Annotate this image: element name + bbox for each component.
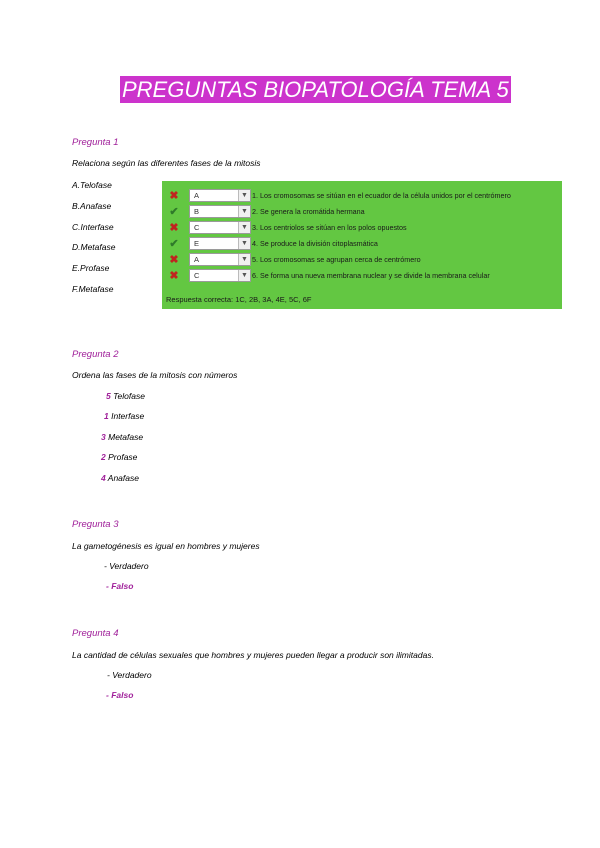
incorrect-mark-icon: ✖	[169, 222, 179, 234]
phase-label-d: D.Metafase	[72, 242, 116, 252]
matching-select[interactable]	[189, 205, 251, 218]
order-item	[101, 473, 139, 483]
matching-select[interactable]	[189, 237, 251, 250]
matching-row	[162, 189, 562, 203]
order-label: Telofase	[113, 391, 145, 401]
order-item	[101, 432, 143, 442]
order-number: 5	[106, 391, 111, 401]
select-value: C	[194, 223, 200, 232]
order-label: Profase	[108, 452, 138, 462]
select-value: B	[194, 207, 200, 216]
matching-statement: 6. Se forma una nueva membrana nuclear y se divide la membrana celular	[252, 271, 490, 280]
matching-row	[162, 237, 562, 251]
option-verdadero: - Verdadero	[104, 561, 149, 571]
matching-statement: 4. Se produce la división citoplasmática	[252, 239, 378, 248]
order-label: Metafase	[108, 432, 144, 442]
order-item	[104, 411, 144, 421]
dropdown-arrow-icon[interactable]: ▼	[238, 254, 250, 265]
matching-row	[162, 205, 562, 219]
correct-answer-text: Respuesta correcta: 1C, 2B, 3A, 4E, 5C, 6F	[166, 295, 312, 304]
select-value: A	[194, 255, 200, 264]
option-verdadero: - Verdadero	[107, 670, 152, 680]
dropdown-arrow-icon[interactable]: ▼	[238, 206, 250, 217]
question-4-text: La cantidad de células sexuales que hombres y mujeres pueden llegar a producir son ilimitadas.	[72, 650, 434, 660]
matching-statement: 1. Los cromosomas se sitúan en el ecuador de la célula unidos por el centrómero	[252, 191, 511, 200]
dropdown-arrow-icon[interactable]: ▼	[238, 238, 250, 249]
order-number: 2	[101, 452, 106, 462]
question-3-text: La gametogénesis es igual en hombres y mujeres	[72, 541, 260, 551]
dropdown-arrow-icon[interactable]: ▼	[238, 222, 250, 233]
correct-mark-icon: ✔	[169, 238, 179, 250]
matching-answer-panel	[162, 181, 562, 309]
question-2-heading: Pregunta 2	[72, 349, 119, 360]
matching-statement: 2. Se genera la cromátida hermana	[252, 207, 365, 216]
incorrect-mark-icon: ✖	[169, 190, 179, 202]
phase-label-b: B.Anafase	[72, 201, 112, 211]
select-value: C	[194, 271, 200, 280]
matching-select[interactable]	[189, 253, 251, 266]
page-title: PREGUNTAS BIOPATOLOGÍA TEMA 5	[122, 77, 509, 102]
order-item	[101, 452, 137, 462]
question-4-heading: Pregunta 4	[72, 628, 119, 639]
phase-label-c: C.Interfase	[72, 222, 114, 232]
option-falso-selected: - Falso	[106, 581, 134, 591]
matching-statement: 5. Los cromosomas se agrupan cerca de centrómero	[252, 255, 421, 264]
dropdown-arrow-icon[interactable]: ▼	[238, 270, 250, 281]
question-2-text: Ordena las fases de la mitosis con números	[72, 370, 238, 380]
matching-select[interactable]	[189, 189, 251, 202]
matching-statement: 3. Los centriolos se sitúan en los polos opuestos	[252, 223, 407, 232]
order-number: 1	[104, 411, 109, 421]
matching-row	[162, 269, 562, 283]
incorrect-mark-icon: ✖	[169, 270, 179, 282]
correct-mark-icon: ✔	[169, 206, 179, 218]
dropdown-arrow-icon[interactable]: ▼	[238, 190, 250, 201]
phase-label-f: F.Metafase	[72, 284, 114, 294]
incorrect-mark-icon: ✖	[169, 254, 179, 266]
order-label: Interfase	[111, 411, 145, 421]
matching-row	[162, 221, 562, 235]
order-item	[106, 391, 145, 401]
order-number: 3	[101, 432, 106, 442]
matching-row	[162, 253, 562, 267]
order-label: Anafase	[107, 473, 139, 483]
question-1-heading: Pregunta 1	[72, 137, 119, 148]
matching-select[interactable]	[189, 221, 251, 234]
phase-label-a: A.Telofase	[72, 180, 112, 190]
question-1-text: Relaciona según las diferentes fases de la mitosis	[72, 158, 261, 168]
phase-label-e: E.Profase	[72, 263, 110, 273]
select-value: A	[194, 191, 200, 200]
matching-select[interactable]	[189, 269, 251, 282]
option-falso-selected: - Falso	[106, 690, 134, 700]
order-number: 4	[101, 473, 106, 483]
question-3-heading: Pregunta 3	[72, 519, 119, 530]
select-value: E	[194, 239, 200, 248]
